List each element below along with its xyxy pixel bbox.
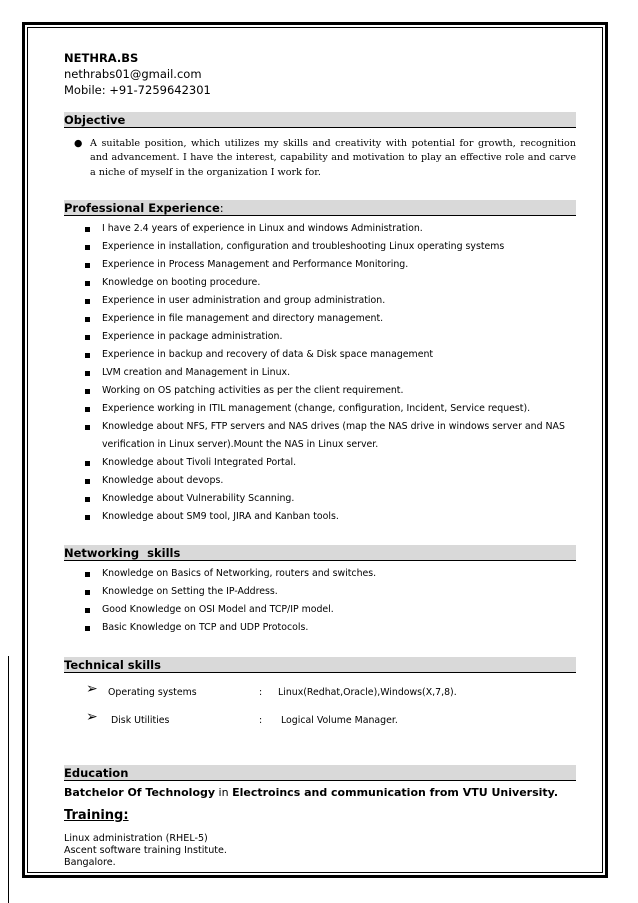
square-bullet-icon xyxy=(85,335,90,340)
square-bullet-icon xyxy=(85,389,90,394)
experience-list xyxy=(64,220,576,526)
list-item: Knowledge about Vulnerability Scanning. xyxy=(64,490,576,508)
margin-rule xyxy=(8,656,9,903)
education-heading: Education xyxy=(64,765,576,781)
mobile-number: +91-7259642301 xyxy=(105,83,211,97)
skill-value: Logical Volume Manager. xyxy=(278,714,398,726)
list-item: Knowledge about SM9 tool, JIRA and Kanban tools. xyxy=(64,508,576,526)
arrow-bullet-icon: ➢ xyxy=(86,708,98,725)
training-details xyxy=(64,833,576,869)
square-bullet-icon xyxy=(85,353,90,358)
list-item: Experience in Process Management and Performance Monitoring. xyxy=(64,256,576,274)
networking-heading: Networking skills xyxy=(64,545,576,561)
square-bullet-icon xyxy=(85,626,90,631)
square-bullet-icon xyxy=(85,281,90,286)
square-bullet-icon xyxy=(85,227,90,232)
square-bullet-icon xyxy=(85,515,90,520)
email: nethrabs01@gmail.com xyxy=(64,67,202,81)
square-bullet-icon xyxy=(85,407,90,412)
training-line: Ascent software training Institute. xyxy=(64,844,227,856)
bullet-icon: ● xyxy=(74,138,83,149)
list-item: Knowledge on Basics of Networking, routers and switches. xyxy=(64,565,576,583)
list-item: Experience in file management and directory management. xyxy=(64,310,576,328)
list-item: Experience in backup and recovery of data & Disk space management xyxy=(64,346,576,364)
square-bullet-icon xyxy=(85,425,90,430)
list-item: Basic Knowledge on TCP and UDP Protocols. xyxy=(64,619,576,637)
separator: : xyxy=(259,714,263,726)
objective-heading: Objective xyxy=(64,112,576,128)
list-item: LVM creation and Management in Linux. xyxy=(64,364,576,382)
square-bullet-icon xyxy=(85,245,90,250)
training-heading: Training: xyxy=(64,807,129,823)
square-bullet-icon xyxy=(85,608,90,613)
degree-line: Batchelor Of Technology in Electroincs and communication from VTU University. xyxy=(64,785,559,799)
list-item: Working on OS patching activities as per the client requirement. xyxy=(64,382,576,400)
square-bullet-icon xyxy=(85,479,90,484)
networking-list xyxy=(64,565,576,637)
candidate-name: NETHRA.BS xyxy=(64,51,139,65)
square-bullet-icon xyxy=(85,572,90,577)
square-bullet-icon xyxy=(85,461,90,466)
list-item: Experience in package administration. xyxy=(64,328,576,346)
square-bullet-icon xyxy=(85,590,90,595)
list-item: Knowledge about devops. xyxy=(64,472,576,490)
mobile-label: Mobile: xyxy=(64,83,106,97)
training-line: Linux administration (RHEL-5) xyxy=(64,832,208,844)
mobile-line xyxy=(64,82,576,98)
square-bullet-icon xyxy=(85,371,90,376)
square-bullet-icon xyxy=(85,263,90,268)
list-item: ● A suitable position, which utilizes my skills and creativity with potential for growth, recognition and advancement. I have the interest, capability and motivation to play an effective role and carve a niche of myself in the organization I work for. xyxy=(74,138,576,178)
list-item: Good Knowledge on OSI Model and TCP/IP model. xyxy=(64,601,576,619)
technical-table xyxy=(64,680,576,739)
skill-key: Disk Utilities xyxy=(108,714,170,726)
square-bullet-icon xyxy=(85,299,90,304)
technical-row xyxy=(64,680,576,711)
experience-heading: Professional Experience: xyxy=(64,200,576,216)
list-item: Experience working in ITIL management (change, configuration, Incident, Service request). xyxy=(64,400,576,418)
technical-row xyxy=(64,708,576,739)
skill-key: Operating systems xyxy=(108,686,197,698)
separator: : xyxy=(259,686,263,698)
list-item: Knowledge on booting procedure. xyxy=(64,274,576,292)
square-bullet-icon xyxy=(85,497,90,502)
list-item: Experience in installation, configuration and troubleshooting Linux operating systems xyxy=(64,238,576,256)
objective-list xyxy=(64,137,576,180)
skill-value: Linux(Redhat,Oracle),Windows(X,7,8). xyxy=(278,686,457,698)
list-item: Experience in user administration and group administration. xyxy=(64,292,576,310)
list-item: Knowledge about NFS, FTP servers and NAS drives (map the NAS drive in windows server and NAS verification in Linux server).Mount the NAS in Linux server. xyxy=(64,418,576,454)
list-item: I have 2.4 years of experience in Linux and windows Administration. xyxy=(64,220,576,238)
list-item: Knowledge on Setting the IP-Address. xyxy=(64,583,576,601)
square-bullet-icon xyxy=(85,317,90,322)
training-line: Bangalore. xyxy=(64,856,116,868)
list-item: Knowledge about Tivoli Integrated Portal. xyxy=(64,454,576,472)
arrow-bullet-icon: ➢ xyxy=(86,680,98,697)
technical-heading: Technical skills xyxy=(64,657,576,673)
resume-content xyxy=(64,50,576,869)
